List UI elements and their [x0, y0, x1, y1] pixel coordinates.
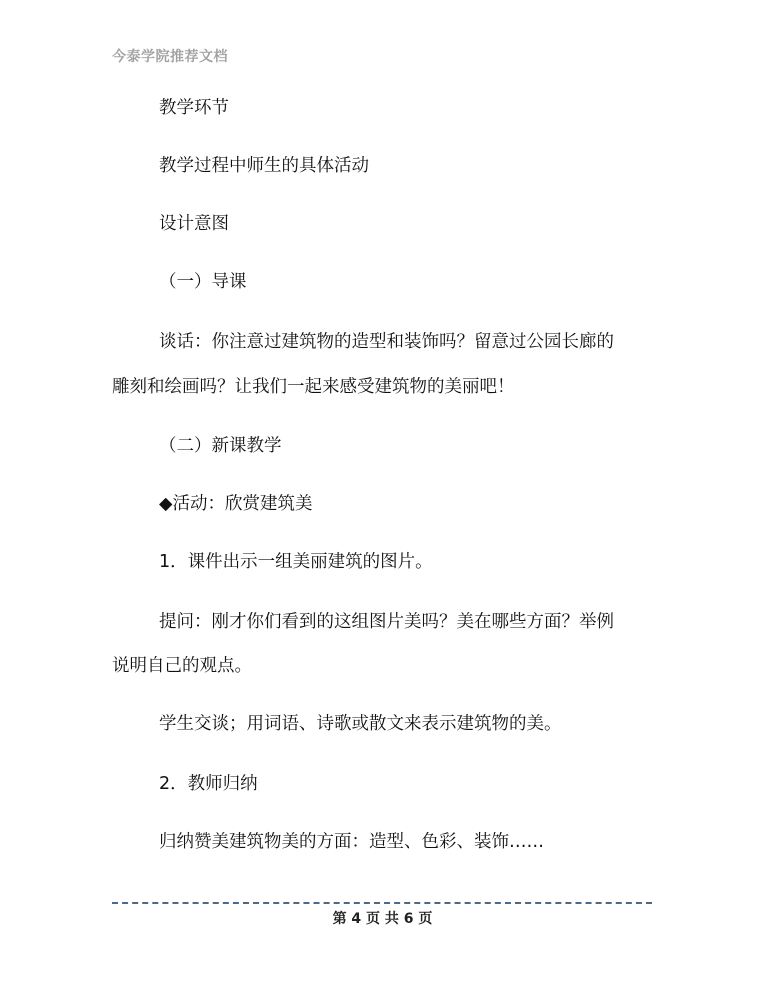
header-watermark: 今泰学院推荐文档: [112, 49, 228, 65]
paragraph-step-2: 2．教师归纳: [159, 774, 258, 794]
paragraph-question-line1: 提问：刚才你们看到的这组图片美吗？美在哪些方面？举例: [159, 612, 614, 632]
paragraph-student-talk: 学生交谈；用词语、诗歌或散文来表示建筑物的美。: [159, 714, 562, 734]
paragraph-design-intent: 设计意图: [159, 214, 229, 234]
paragraph-summary: 归纳赞美建筑物美的方面：造型、色彩、装饰……: [159, 832, 544, 852]
section-heading-new-lesson: （二）新课教学: [159, 436, 282, 456]
paragraph-step-1: 1．课件出示一组美丽建筑的图片。: [159, 552, 433, 572]
paragraph-talk-line1: 谈话：你注意过建筑物的造型和装饰吗？留意过公园长廊的: [159, 332, 614, 352]
footer-divider: [112, 902, 652, 904]
page-number: 第 4 页 共 6 页: [332, 911, 433, 927]
paragraph-teaching-activity: 教学过程中师生的具体活动: [159, 156, 369, 176]
paragraph-talk-line2: 雕刻和绘画吗？让我们一起来感受建筑物的美丽吧！: [112, 377, 515, 397]
paragraph-question-line2: 说明自己的观点。: [112, 656, 252, 676]
activity-heading: ◆活动：欣赏建筑美: [159, 494, 313, 514]
section-heading-intro: （一）导课: [159, 272, 247, 292]
paragraph-teaching-stage: 教学环节: [159, 98, 229, 118]
